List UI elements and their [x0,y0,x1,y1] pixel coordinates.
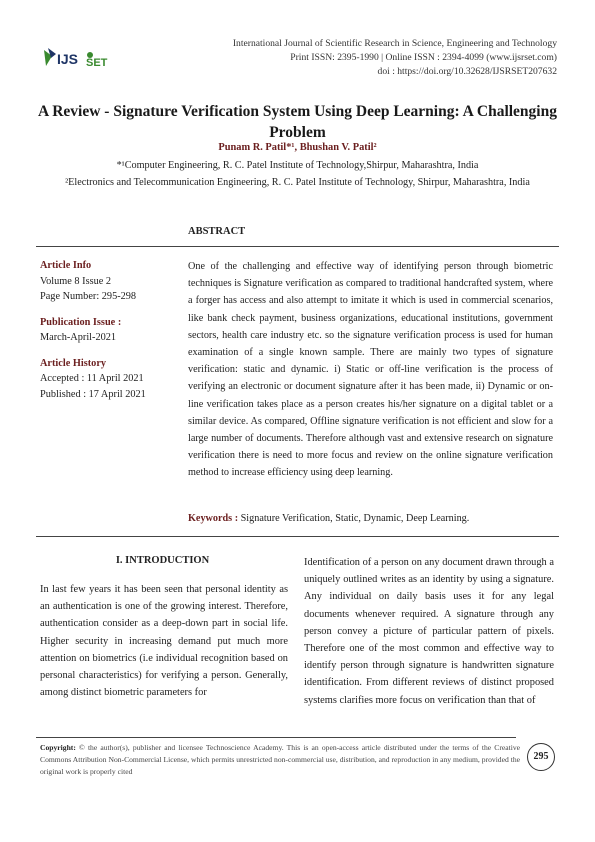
divider-top [36,246,559,247]
keywords-list: Signature Verification, Static, Dynamic, Deep Learning. [240,513,470,524]
journal-doi[interactable]: doi : https://doi.org/10.32628/IJSRSET207632 [377,66,557,77]
divider-bottom [36,536,559,537]
publication-issue-label: Publication Issue : [40,316,122,328]
affiliation-2: ²Electronics and Telecommunication Engineering, R. C. Patel Institute of Technology, Shirpur, Maharashtra, India [65,177,530,188]
page-number: Page Number: 295-298 [40,291,137,302]
published-date: Published : 17 April 2021 [40,388,146,400]
publication-issue-value: March-April-2021 [40,332,117,343]
journal-issn: Print ISSN: 2395-1990 | Online ISSN : 2394-4099 (www.ijsrset.com) [290,52,557,63]
accepted-date: Accepted : 11 April 2021 [40,373,144,384]
affiliation-1: *¹Computer Engineering, R. C. Patel Institute of Technology,Shirpur, Maharashtra, India [116,160,479,171]
journal-name: International Journal of Scientific Research in Science, Engineering and Technology [232,38,557,49]
article-info-label: Article Info [40,260,92,271]
svg-text:IJS: IJS [57,51,79,67]
intro-column-right: Identification of a person on any document drawn through a uniquely outlined writes as an identity by using a signature. Any individual on daily basis uses it for any legal documents whenever required. A signature through any person convey a picture of particular pattern of pixels. Therefore one of the most common and effective way to identify person through signature is handwritten signature identification. From different reviews of distinct proposed systems clarifies more focus on verification than that of [304,557,554,706]
author-affiliations [40,157,555,191]
footer-divider [36,737,516,738]
article-info-sidebar [40,258,180,402]
keywords-label: Keywords : [188,513,239,524]
page-number-badge: 295 [527,743,555,771]
intro-column-left: In last few years it has been seen that personal identity as an authentication is one of the growing interest. Therefore, authentication consider as a deep-down part in social life. Higher security in increasing demand put much more attention on biometrics (i.e individual recognition based on personal characteristics) for verifying a person. Generally, among distinct biometric parameters for [40,584,288,699]
abstract-body: One of the challenging and effective way of identifying person through biometric techniques is Signature verification as compared to traditional handcrafted system, where a forger has access and also attempt to imitate it which is used in commercial scenarios, like bank check payment, business organizations, educational institutions, government sectors, health care industry etc. so the signature verification process is used for human examination of a single known sample. There are mainly two types of signature verification: static and dynamic. i) Static or off-line verification is the process of verifying an electronic or document signature after it has been made, ii) Dynamic or on-line verification takes place as a person creates his/her signature on a digital tablet or a similar device. As compared, Offline signature verification is not efficient and slow for a large number of documents. Therefore although vast and extensive research on signature verification there is need to more focus and review on the online signature verification method to increase efficiency using deep learning. [188,261,553,479]
paper-authors: Punam R. Patil*¹, Bhushan V. Patil² [218,142,377,153]
abstract-heading: ABSTRACT [188,226,246,237]
journal-header [177,37,557,79]
copyright-footer [40,742,520,778]
keywords-line [188,513,553,524]
volume-issue: Volume 8 Issue 2 [40,275,112,287]
copyright-text: © the author(s), publisher and licensee Technoscience Academy. This is an open-access article distributed under the terms of the Creative Commons Attribution Non-Commercial License, which permits unrestricted non-commercial use, distribution, and reproduction in any medium, provided the original work is properly cited [40,743,520,776]
section-heading-introduction: I. INTRODUCTION [115,555,210,566]
article-history-label: Article History [40,357,107,369]
copyright-label: Copyright: [40,743,76,752]
journal-logo [42,46,120,70]
paper-title: A Review - Signature Verification System Using Deep Learning: A Challenging Problem [38,103,557,141]
svg-text:SET: SET [86,57,108,69]
